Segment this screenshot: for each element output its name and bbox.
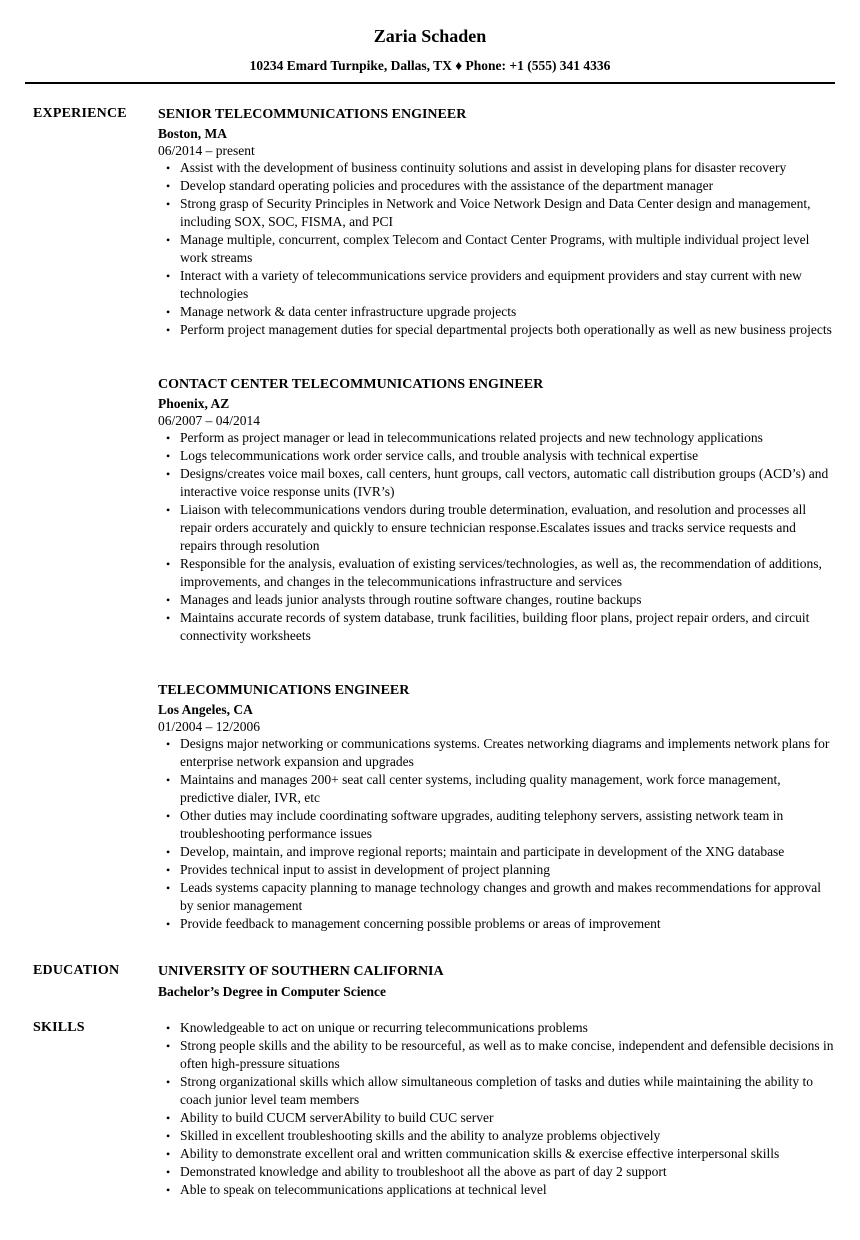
bullet-icon: • (166, 1039, 171, 1053)
bullet-item (158, 771, 835, 807)
bullet-text: Develop, maintain, and improve regional reports; maintain and participate in development of the XNG database (180, 844, 785, 859)
bullet-icon: • (166, 431, 171, 445)
job-title: CONTACT CENTER TELECOMMUNICATIONS ENGINEER (158, 377, 544, 392)
bullet-text: Strong organizational skills which allow simultaneous completion of tasks and duties while maintaining the ability to coach junior level team members (180, 1074, 814, 1107)
bullet-text: Assist with the development of business continuity solutions and assist in developing plans for disaster recovery (180, 160, 787, 175)
bullet-text: Maintains accurate records of system database, trunk facilities, building floor plans, project repair orders, and circuit connectivity worksheets (180, 610, 810, 643)
bullet-item (158, 1181, 835, 1199)
bullet-icon: • (166, 1147, 171, 1161)
bullet-icon: • (166, 305, 171, 319)
bullet-icon: • (166, 179, 171, 193)
bullet-item (158, 843, 835, 861)
bullet-icon: • (166, 1165, 171, 1179)
bullet-icon: • (166, 773, 171, 787)
bullet-icon: • (166, 809, 171, 823)
job-bullet-list (158, 429, 835, 645)
job-bullet-list (158, 735, 835, 933)
bullet-icon: • (166, 161, 171, 175)
bullet-item (158, 1145, 835, 1163)
bullet-text: Skilled in excellent troubleshooting skills and the ability to analyze problems objectively (180, 1128, 661, 1143)
bullet-icon: • (166, 845, 171, 859)
bullet-text: Other duties may include coordinating software upgrades, auditing telephony servers, assisting network team in troubleshooting performance issues (180, 808, 784, 841)
bullet-icon: • (166, 1129, 171, 1143)
bullet-icon: • (166, 863, 171, 877)
bullet-item (158, 159, 835, 177)
bullet-icon: • (166, 917, 171, 931)
bullet-text: Knowledgeable to act on unique or recurring telecommunications problems (180, 1020, 588, 1035)
bullet-icon: • (166, 737, 171, 751)
bullet-icon: • (166, 611, 171, 625)
bullet-text: Maintains and manages 200+ seat call center systems, including quality management, work force management, predictive dialer, IVR, etc (180, 772, 781, 805)
job-entry (158, 375, 835, 645)
bullet-text: Develop standard operating policies and procedures with the assistance of the department manager (180, 178, 714, 193)
bullet-item (158, 447, 835, 465)
bullet-icon: • (166, 593, 171, 607)
bullet-item (158, 1019, 835, 1037)
bullet-text: Interact with a variety of telecommunications service providers and equipment providers and stay current with new technologies (180, 268, 802, 301)
job-title: TELECOMMUNICATIONS ENGINEER (158, 683, 410, 698)
bullet-item (158, 735, 835, 771)
bullet-item (158, 915, 835, 933)
job-entry (158, 681, 835, 933)
bullet-item (158, 609, 835, 645)
skills-section (25, 1019, 835, 1199)
bullet-item (158, 879, 835, 915)
bullet-text: Perform as project manager or lead in telecommunications related projects and new technology applications (180, 430, 763, 445)
bullet-icon: • (166, 557, 171, 571)
job-title: SENIOR TELECOMMUNICATIONS ENGINEER (158, 107, 467, 122)
bullet-icon: • (166, 503, 171, 517)
bullet-item (158, 807, 835, 843)
job-dates: 01/2004 – 12/2006 (158, 719, 261, 734)
education-section-label: EDUCATION (33, 963, 120, 978)
education-degree: Bachelor’s Degree in Computer Science (158, 984, 386, 999)
page-title: Zaria Schaden (373, 26, 487, 46)
bullet-text: Liaison with telecommunications vendors during trouble determination, evaluation, and resolution and processes all repair orders accurately and quickly to ensure technician response.Escalates issues and tracks service requests and repairs through resolution (180, 502, 807, 553)
experience-jobs (158, 105, 835, 933)
bullet-item (158, 321, 835, 339)
bullet-item (158, 177, 835, 195)
resume-body (0, 105, 860, 1199)
bullet-item (158, 861, 835, 879)
bullet-item (158, 303, 835, 321)
bullet-icon: • (166, 197, 171, 211)
bullet-item (158, 231, 835, 267)
bullet-item (158, 555, 835, 591)
education-section (25, 962, 835, 1001)
job-location: Los Angeles, CA (158, 702, 253, 717)
bullet-icon: • (166, 881, 171, 895)
bullet-text: Ability to demonstrate excellent oral and written communication skills & exercise effective interpersonal skills (180, 1146, 780, 1161)
bullet-item (158, 1037, 835, 1073)
skills-section-label: SKILLS (33, 1020, 85, 1035)
job-entry (158, 105, 835, 339)
experience-section-label: EXPERIENCE (33, 106, 127, 121)
bullet-text: Provide feedback to management concerning possible problems or areas of improvement (180, 916, 661, 931)
bullet-item (158, 465, 835, 501)
bullet-icon: • (166, 269, 171, 283)
bullet-text: Logs telecommunications work order service calls, and trouble analysis with technical expertise (180, 448, 699, 463)
education-school: UNIVERSITY OF SOUTHERN CALIFORNIA (158, 964, 444, 979)
bullet-icon: • (166, 1021, 171, 1035)
bullet-text: Provides technical input to assist in development of project planning (180, 862, 551, 877)
bullet-text: Demonstrated knowledge and ability to troubleshoot all the above as part of day 2 support (180, 1164, 667, 1179)
bullet-text: Designs major networking or communications systems. Creates networking diagrams and implements network plans for enterprise network expansion and upgrades (180, 736, 830, 769)
bullet-text: Designs/creates voice mail boxes, call centers, hunt groups, call vectors, automatic call distribution groups (ACD’s) and interactive voice response units (IVR’s) (180, 466, 829, 499)
bullet-text: Manages and leads junior analysts through routine software changes, routine backups (180, 592, 642, 607)
bullet-text: Manage network & data center infrastructure upgrade projects (180, 304, 517, 319)
bullet-text: Strong people skills and the ability to be resourceful, as well as to make concise, independent and defensible decisions in often high-pressure situations (180, 1038, 834, 1071)
bullet-text: Strong grasp of Security Principles in Network and Voice Network Design and Data Center design and management, including SOX, SOC, FISMA, and PCI (180, 196, 811, 229)
contact-line: 10234 Emard Turnpike, Dallas, TX ♦ Phone: +1 (555) 341 4336 (249, 58, 611, 73)
bullet-item (158, 501, 835, 555)
bullet-item (158, 1073, 835, 1109)
bullet-text: Perform project management duties for special departmental projects both operationally as well as new business projects (180, 322, 832, 337)
bullet-icon: • (166, 467, 171, 481)
bullet-icon: • (166, 1183, 171, 1197)
bullet-icon: • (166, 233, 171, 247)
header-divider (25, 82, 835, 84)
bullet-item (158, 267, 835, 303)
bullet-icon: • (166, 1075, 171, 1089)
job-location: Boston, MA (158, 126, 228, 141)
job-bullet-list (158, 159, 835, 339)
bullet-text: Responsible for the analysis, evaluation of existing services/technologies, as well as, the recommendation of additions, improvements, and changes in the telecommunications infrastructure and services (180, 556, 822, 589)
bullet-text: Ability to build CUCM serverAbility to build CUC server (180, 1110, 494, 1125)
bullet-text: Manage multiple, concurrent, complex Telecom and Contact Center Programs, with multiple individual project level work streams (180, 232, 810, 265)
job-location: Phoenix, AZ (158, 396, 230, 411)
bullet-text: Leads systems capacity planning to manage technology changes and growth and makes recommendations for approval by senior management (180, 880, 822, 913)
bullet-item (158, 1163, 835, 1181)
bullet-item (158, 1127, 835, 1145)
skills-list (158, 1019, 835, 1199)
bullet-icon: • (166, 449, 171, 463)
bullet-text: Able to speak on telecommunications applications at technical level (180, 1182, 547, 1197)
experience-section (25, 105, 835, 933)
bullet-icon: • (166, 323, 171, 337)
resume-header (0, 0, 860, 75)
bullet-item (158, 195, 835, 231)
job-dates: 06/2007 – 04/2014 (158, 413, 261, 428)
bullet-item (158, 429, 835, 447)
job-dates: 06/2014 – present (158, 143, 255, 158)
bullet-item (158, 591, 835, 609)
bullet-item (158, 1109, 835, 1127)
bullet-icon: • (166, 1111, 171, 1125)
